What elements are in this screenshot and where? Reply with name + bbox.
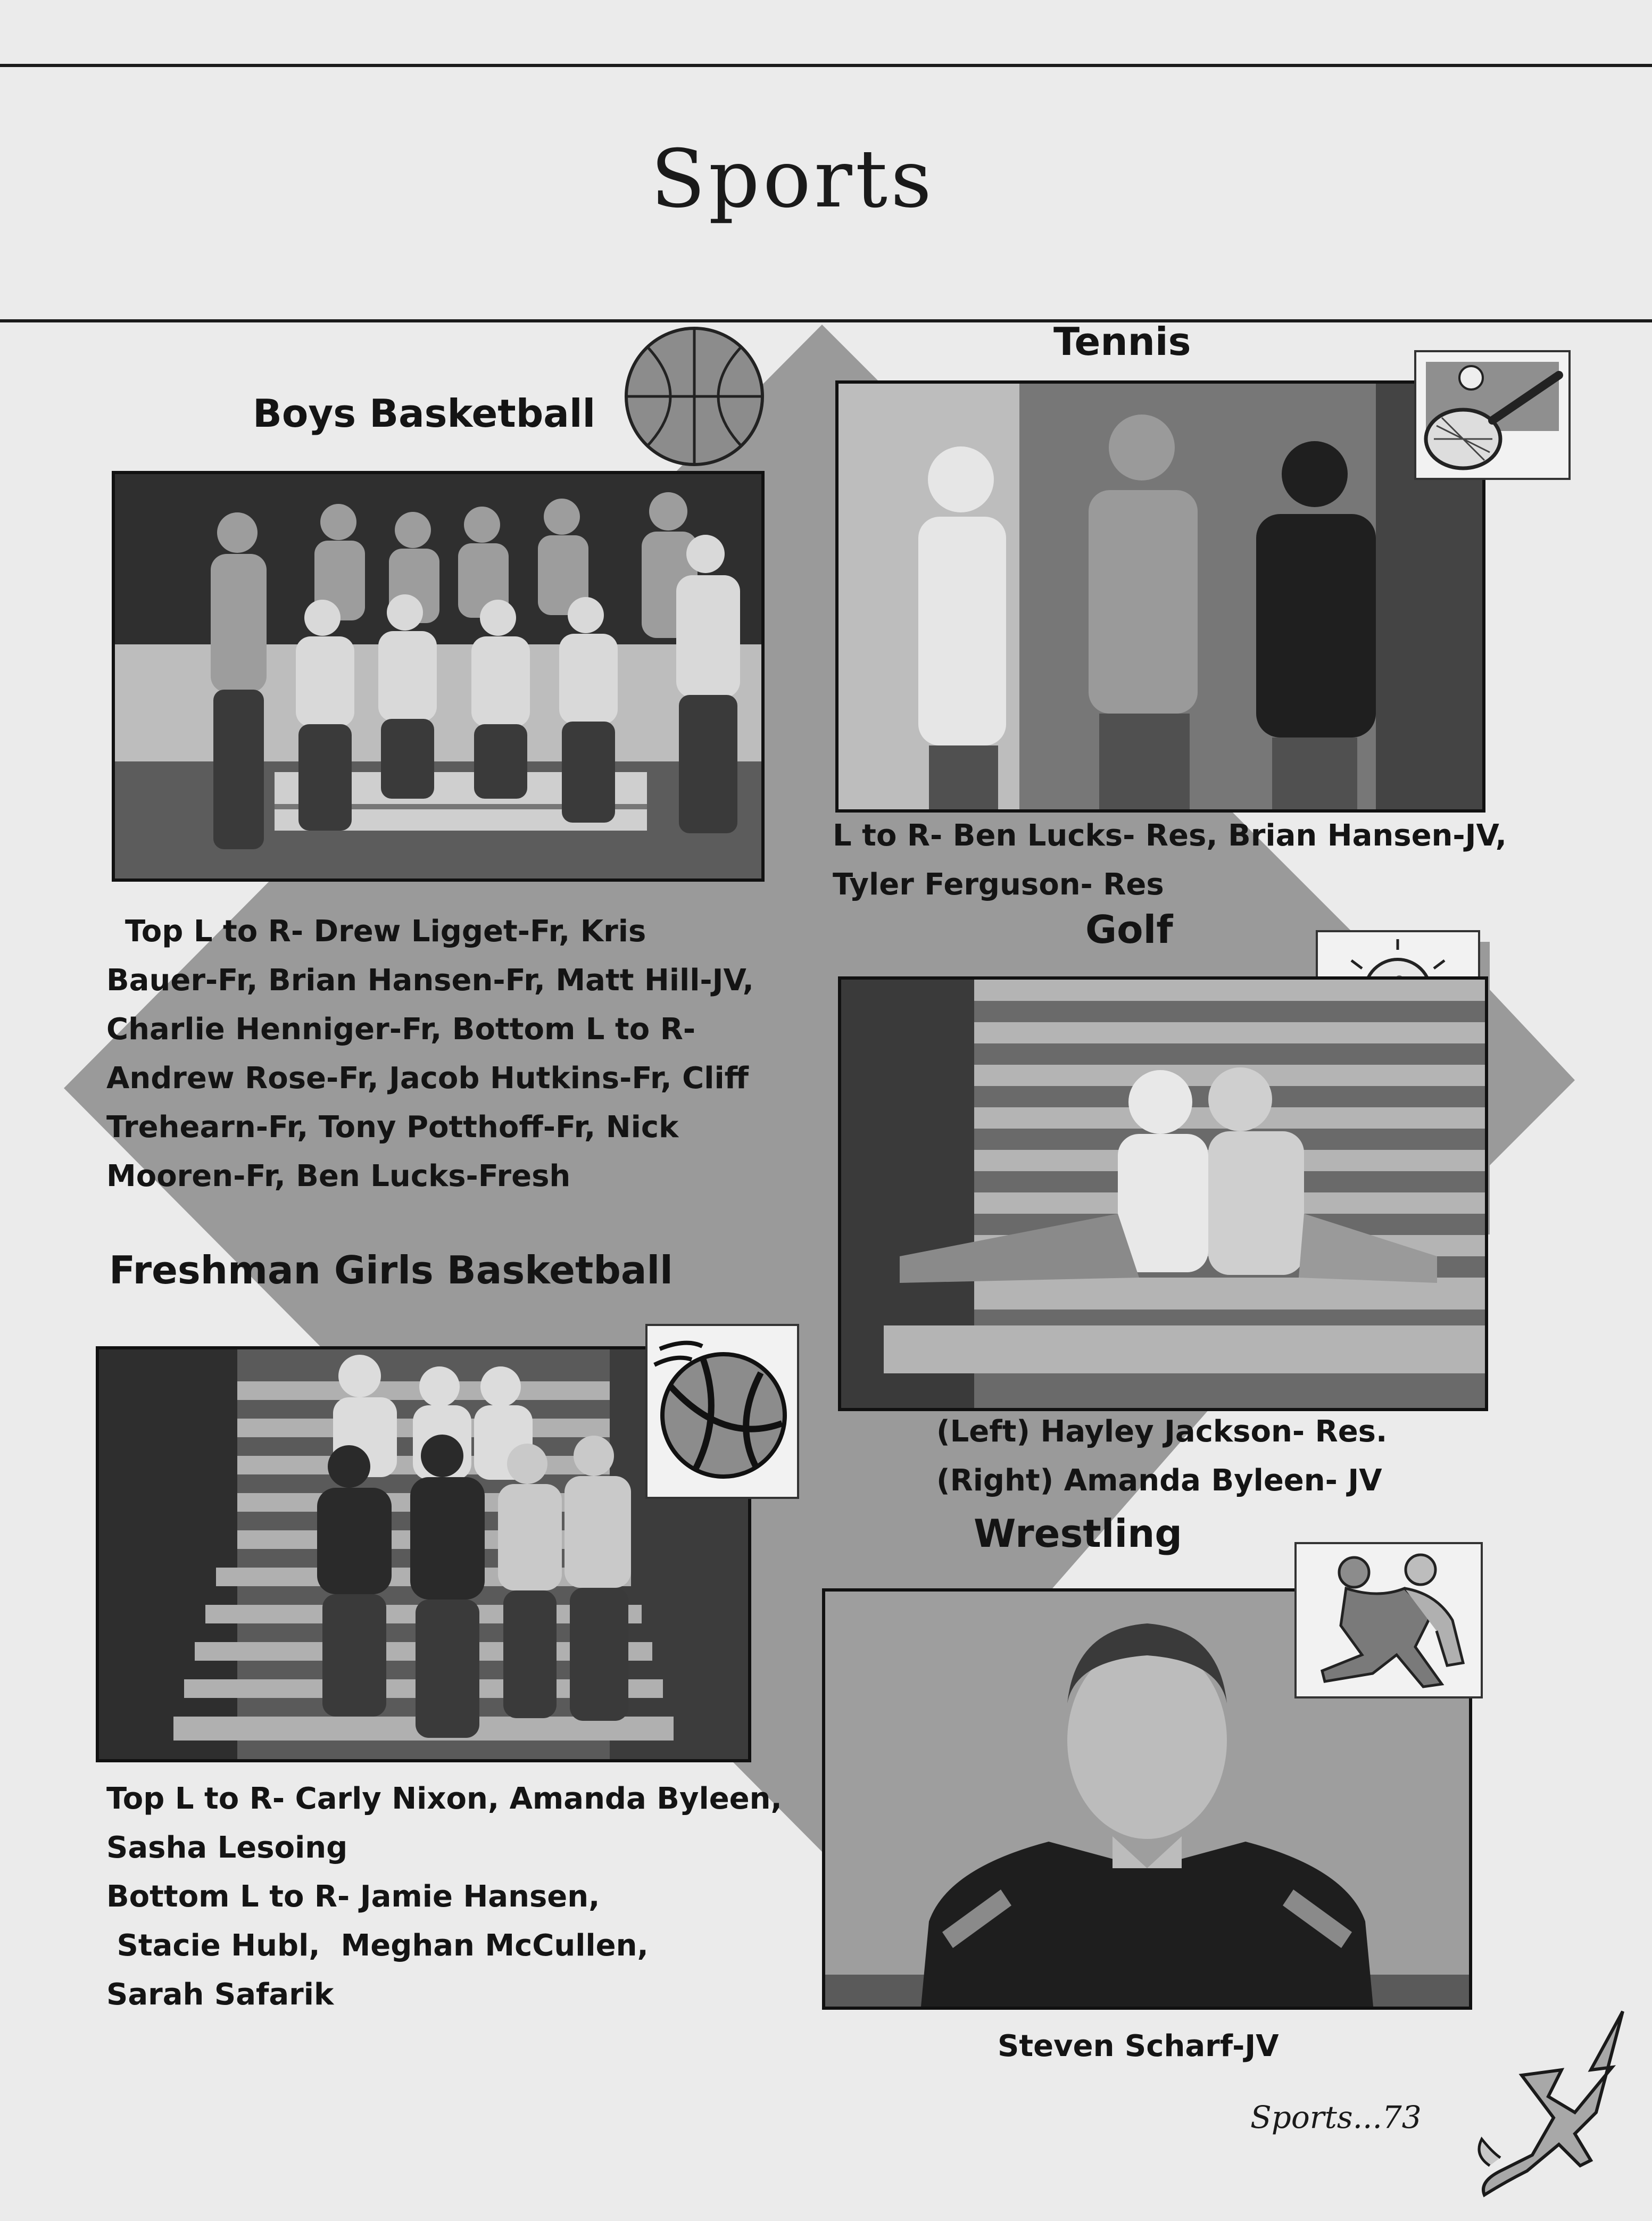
caption-line: Bottom L to R- Jamie Hansen, [106, 1879, 600, 1914]
page-title: Sports [650, 133, 935, 226]
caption-line: Stacie Hubl, Meghan McCullen, [106, 1928, 649, 1963]
caption-line: Andrew Rose-Fr, Jacob Hutkins-Fr, Cliff [106, 1061, 749, 1096]
caption-line: (Right) Amanda Byleen- JV [936, 1463, 1382, 1498]
freshman-girls-basketball-caption [106, 1775, 782, 2019]
caption-line: Sarah Safarik [106, 1977, 334, 2012]
caption-line: Top L to R- Drew Ligget-Fr, Kris [125, 914, 646, 949]
dragon-icon [1468, 2006, 1628, 2203]
tennis-photo [835, 380, 1485, 813]
boys-basketball-heading: Boys Basketball [253, 391, 596, 436]
caption-line: Sasha Lesoing [106, 1830, 348, 1865]
basketball-icon [622, 322, 766, 471]
wrestlers-icon [1293, 1540, 1484, 1700]
tennis-caption [833, 811, 1507, 909]
top-rule [0, 64, 1652, 67]
caption-line: Top L to R- Carly Nixon, Amanda Byleen, [106, 1781, 782, 1816]
caption-line: Tyler Ferguson- Res [833, 867, 1164, 902]
tennis-heading: Tennis [1053, 319, 1191, 364]
boys-basketball-photo [112, 471, 765, 882]
caption-line: Bauer-Fr, Brian Hansen-Fr, Matt Hill-JV, [106, 963, 754, 998]
title-rule [0, 319, 1652, 322]
golf-caption [936, 1407, 1387, 1505]
tennis-racket-icon [1405, 346, 1578, 484]
basketball-icon [644, 1322, 801, 1501]
caption-line: L to R- Ben Lucks- Res, Brian Hansen-JV, [833, 818, 1507, 853]
caption-line: Steven Scharf-JV [998, 2029, 1279, 2063]
golf-photo [838, 976, 1488, 1411]
wrestling-heading: Wrestling [974, 1511, 1182, 1556]
golf-heading: Golf [1085, 907, 1173, 952]
freshman-girls-basketball-heading: Freshman Girls Basketball [109, 1248, 673, 1292]
boys-basketball-caption [106, 907, 754, 1201]
page-number-footer: Sports...73 [1250, 2099, 1422, 2135]
caption-line: Charlie Henniger-Fr, Bottom L to R- [106, 1012, 696, 1047]
caption-line: (Left) Hayley Jackson- Res. [936, 1414, 1388, 1449]
caption-line: Mooren-Fr, Ben Lucks-Fresh [106, 1159, 571, 1194]
caption-line: Trehearn-Fr, Tony Potthoff-Fr, Nick [106, 1110, 679, 1145]
wrestling-caption [998, 2022, 1279, 2071]
